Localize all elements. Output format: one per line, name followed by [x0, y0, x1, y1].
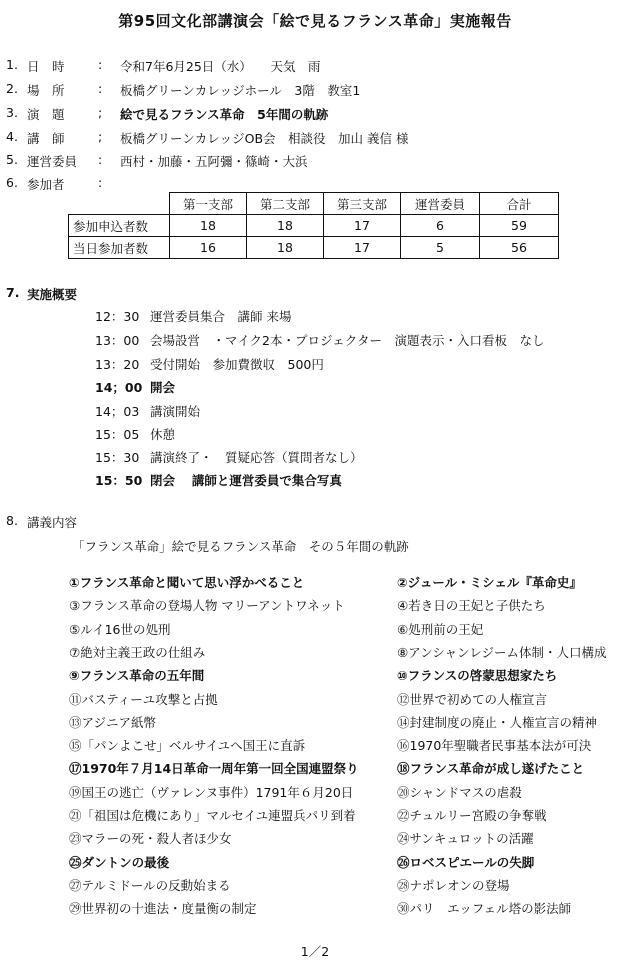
lecture-item: ⑫世界で初めての人権宣言	[397, 691, 548, 707]
schedule-time: 14；03	[95, 404, 140, 419]
section8-number: 8.	[6, 513, 18, 528]
lecture-item: ⑧アンシャンレジーム体制・人口構成	[397, 644, 607, 660]
section7-number: 7.	[6, 285, 20, 300]
info-label: 日 時	[27, 59, 65, 74]
schedule-time: 13：00	[95, 333, 140, 348]
table-header-row	[69, 193, 559, 215]
table-header-cell: 第二支部	[247, 193, 324, 215]
lecture-item: ④若き日の王妃と子供たち	[397, 598, 546, 614]
table-header-cell: 第三支部	[324, 193, 401, 215]
participants-table	[68, 192, 559, 259]
lecture-item: ⑯1970年聖職者民事基本法が可決	[397, 738, 592, 754]
lecture-item: ③フランス革命の登場人物 マリーアントワネット	[69, 598, 345, 614]
table-cell: 18	[170, 215, 247, 237]
lecture-item: ㉓マラーの死・殺人者ほ少女	[69, 831, 232, 847]
lecture-item: ⑮「パンよこせ」ベルサイユへ国王に直訴	[69, 738, 306, 754]
lecture-item: ㉑「祖国は危機にあり」マルセイユ連盟兵パリ到着	[69, 808, 356, 823]
lecture-item: ⑤ルイ16世の処刑	[69, 621, 171, 637]
info-label: 場 所	[27, 83, 65, 98]
lecture-item: ⑱フランス革命が成し遂げたこと	[397, 761, 585, 777]
lecture-item: ⑳シャンドマスの虐殺	[397, 784, 522, 800]
lecture-item: ㉚パリ エッフェル塔の影法師	[397, 901, 572, 917]
schedule-text: 会場設営 ・マイク2本・プロジェクター 演題表示・入口看板 なし	[150, 333, 545, 348]
lecture-item: ㉙世界初の十進法・度量衡の制定	[69, 901, 257, 917]
table-row-label: 当日参加者数	[69, 237, 170, 259]
section7-title: 実施概要	[27, 287, 78, 302]
table-cell: 6	[401, 215, 480, 237]
info-value: 板橋グリーンカレッジホール 3階 教室1	[120, 83, 361, 98]
info-number: 2.	[6, 81, 18, 96]
lecture-item: ①フランス革命と聞いて思い浮かべること	[69, 575, 305, 590]
lecture-item: ㉗テルミドールの反動始まる	[69, 877, 231, 893]
page-title: 第95回文化部講演会「絵で見るフランス革命」実施報告	[118, 12, 512, 30]
table-header-cell: 合計	[480, 193, 559, 215]
schedule-text: 運営委員集合 講師 来場	[150, 309, 292, 324]
lecture-item: ⑭封建制度の廃止・人権宣言の精神	[397, 714, 598, 730]
info-value: 西村・加藤・五阿彌・篠崎・大浜	[120, 154, 308, 169]
lecture-item: ⑥処刑前の王妃	[397, 621, 484, 637]
info-number: 1.	[6, 57, 18, 72]
table-row-label: 参加申込者数	[69, 215, 170, 237]
section8-title: 講義内容	[27, 515, 78, 530]
lecture-item: ㉘ナポレオンの登場	[397, 877, 510, 893]
schedule-time: 15：05	[95, 427, 140, 442]
schedule-text: 講演終了・ 質疑応答（質問者なし）	[150, 450, 363, 465]
schedule-text: 開会	[150, 380, 176, 395]
info-value: 板橋グリーンカレッジOB会 相談役 加山 義信 様	[120, 131, 409, 146]
info-value: 令和7年6月25日（水） 天気 雨	[120, 59, 321, 74]
schedule-time: 14；00	[95, 380, 143, 395]
table-cell: 17	[324, 237, 401, 259]
table-corner-cell	[69, 193, 170, 215]
info-label: 運営委員	[27, 154, 78, 169]
info-colon: ;	[98, 129, 103, 144]
info-value: 絵で見るフランス革命 5年間の軌跡	[120, 107, 329, 122]
info-colon: :	[98, 81, 103, 96]
lecture-item: ⑩フランスの啓蒙思想家たち	[397, 668, 558, 684]
schedule-text: 講演開始	[150, 404, 201, 419]
schedule-time: 12：30	[95, 309, 140, 324]
lecture-item: ⑬アジニア紙幣	[69, 714, 157, 730]
info-colon: :	[98, 57, 103, 72]
info-colon: :	[98, 175, 103, 190]
lecture-item: ㉒チュルリー宮殿の争奪戦	[397, 808, 547, 823]
schedule-time: 13：20	[95, 357, 140, 372]
lecture-item: ⑪バスティーユ攻撃と占拠	[69, 691, 218, 707]
table-cell: 56	[480, 237, 559, 259]
table-cell: 17	[324, 215, 401, 237]
info-label: 演 題	[27, 107, 65, 122]
lecture-item: ㉕ダントンの最後	[69, 854, 170, 870]
lecture-item: ⑰1970年７月14日革命一周年第一回全国連盟祭り	[69, 761, 359, 777]
page-number: 1／2	[300, 944, 330, 959]
lecture-subtitle: 「フランス革命」絵で見るフランス革命 その５年間の軌跡	[72, 539, 409, 554]
info-label: 講 師	[27, 131, 65, 146]
info-label: 参加者	[27, 177, 65, 192]
info-number: 4.	[6, 129, 18, 144]
lecture-item: ⑦絶対主義王政の仕組み	[69, 644, 206, 660]
schedule-text: 休憩	[150, 427, 176, 442]
table-header-cell: 運営委員	[401, 193, 480, 215]
lecture-item: ②ジュール・ミシェル『革命史』	[397, 575, 582, 590]
info-colon: :	[98, 152, 103, 167]
info-number: 5.	[6, 152, 18, 167]
schedule-time: 15：30	[95, 450, 140, 465]
table-cell: 18	[247, 237, 324, 259]
table-cell: 5	[401, 237, 480, 259]
lecture-item: ⑲国王の逃亡（ヴァレンヌ事件）1791年６月20日	[69, 784, 354, 800]
table-cell: 18	[247, 215, 324, 237]
schedule-text: 閉会 講師と運営委員で集合写真	[150, 473, 342, 488]
lecture-item: ㉖ロベスピエールの失脚	[397, 854, 535, 870]
info-colon: ;	[98, 105, 103, 120]
schedule-text: 受付開始 参加費徴収 500円	[150, 357, 324, 372]
info-number: 3.	[6, 105, 18, 120]
schedule-time: 15：50	[95, 473, 143, 488]
table-row	[69, 237, 559, 259]
table-cell: 59	[480, 215, 559, 237]
lecture-item: ㉔サンキュロットの活躍	[397, 831, 534, 847]
info-number: 6.	[6, 175, 18, 190]
table-row	[69, 215, 559, 237]
table-cell: 16	[170, 237, 247, 259]
lecture-item: ⑨フランス革命の五年間	[69, 668, 205, 684]
table-header-cell: 第一支部	[170, 193, 247, 215]
